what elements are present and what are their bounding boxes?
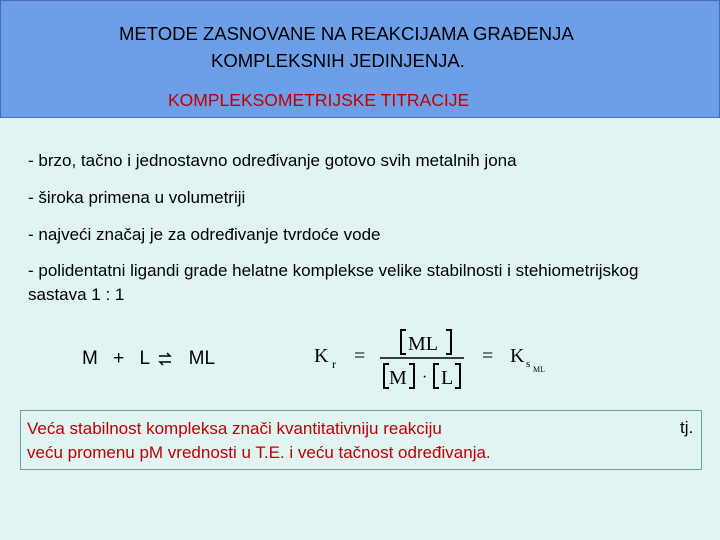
page-title-line2: KOMPLEKSNIH JEDINJENJA.: [211, 50, 465, 71]
formula-k: K: [314, 345, 329, 367]
formula-ks-subsub: ML: [533, 365, 545, 374]
highlight-note-box: [20, 410, 702, 470]
reaction-metal: M: [82, 348, 98, 369]
formula-equals-1: =: [354, 345, 366, 367]
bullet-item-1: - brzo, tačno i jednostavno određivanje gotovo svih metalnih jona: [28, 151, 517, 170]
note-side-text: tj.: [680, 418, 694, 437]
formula-numerator: ML: [408, 333, 438, 355]
formula-equals-2: =: [482, 345, 494, 367]
bullet-item-3: - najveći značaj je za određivanje tvrdoće vode: [28, 225, 381, 244]
formula-ks: K: [510, 345, 525, 367]
formula-den-metal: M: [389, 367, 407, 389]
reaction-complex: ML: [188, 348, 216, 369]
bullet-item-2: - široka primena u volumetriji: [28, 188, 246, 207]
bullet-item-4: - polidentatni ligandi grade helatne komplekse velike stabilnosti i stehiometrijskog sastava 1 : 1: [28, 261, 639, 304]
formula-den-ligand: L: [441, 367, 454, 389]
formula-k-sub: r: [332, 357, 336, 371]
page-subtitle: KOMPLEKSOMETRIJSKE TITRACIJE: [168, 90, 470, 110]
note-line-2: veću promenu pM vrednosti u T.E. i veću tačnost određivanja.: [27, 443, 491, 462]
note-line-1: Veća stabilnost kompleksa znači kvantitativniju reakciju: [27, 419, 442, 438]
formula-ks-sub: s: [526, 358, 531, 370]
reaction-plus: +: [113, 348, 125, 369]
equilibrium-arrow-icon: [157, 352, 173, 366]
formula-dot: ·: [422, 369, 428, 386]
reaction-equation: [82, 348, 215, 370]
page-title-line1: METODE ZASNOVANE NA REAKCIJAMA GRAĐENJA: [119, 23, 574, 44]
stability-constant-formula: [312, 322, 562, 392]
title-banner: [0, 0, 720, 118]
reaction-ligand: L: [139, 348, 151, 369]
